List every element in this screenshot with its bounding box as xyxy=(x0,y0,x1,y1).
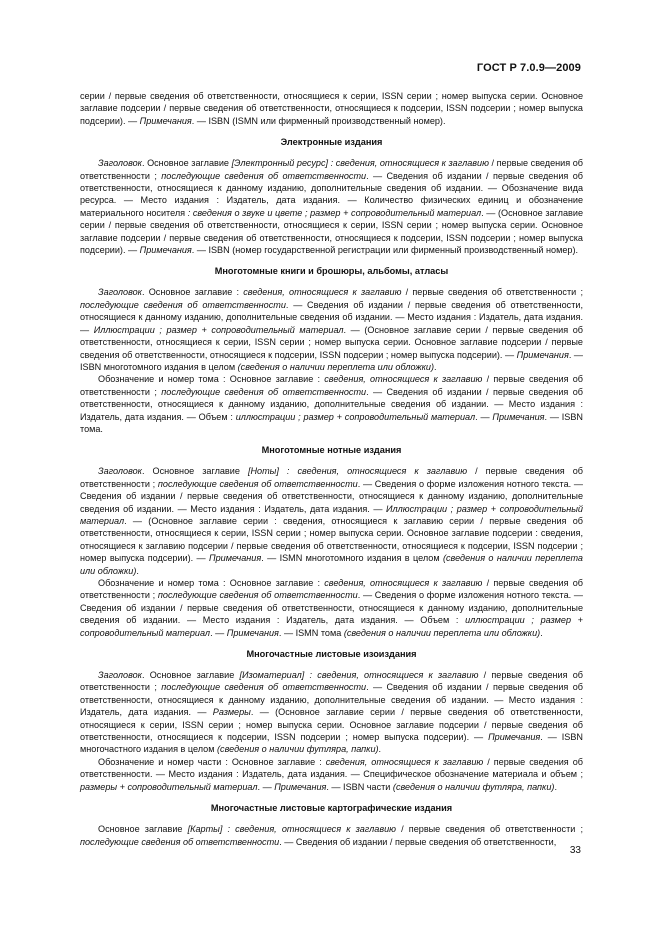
document-body xyxy=(80,90,583,848)
italic-text-run: сведения, относящиеся к заглавию xyxy=(325,756,484,767)
text-run: / первые сведения об ответственности ; xyxy=(80,374,583,397)
italic-text-run: сведения, относящиеся к заглавию xyxy=(324,374,483,385)
italic-text-run: Примечания xyxy=(516,349,569,360)
italic-text-run: (сведения о наличии переплета или обложки) xyxy=(237,361,435,372)
body-paragraph xyxy=(80,465,583,577)
text-run: . — Сведения об издании / первые сведения об ответственности, относящиеся к данному изданию, дополнительные сведения об издании. — Обозначение вида ресурса. — Место издания : Издатель, дата издания. — Количество физических единиц и обозначение материального носителя xyxy=(80,170,583,218)
text-run: . — Сведения об издании / первые сведения об ответственности, относящиеся к данному изданию, дополнительные сведения об издании. — Место издания : Издатель, дата издания. — xyxy=(80,299,583,335)
text-run: . Основное заглавие xyxy=(141,158,232,169)
italic-text-run: последующие сведения об ответственности xyxy=(161,682,367,693)
text-run: . — ISBN многочастного издания в целом xyxy=(80,732,583,755)
italic-text-run: Примечания xyxy=(492,411,545,422)
text-run: . xyxy=(136,565,139,576)
italic-text-run: последующие сведения об ответственности xyxy=(157,590,358,601)
body-paragraph xyxy=(80,756,583,793)
text-run: / первые сведения об ответственности ; xyxy=(396,824,583,835)
text-run: . Основное заглавие xyxy=(141,670,240,681)
italic-text-run: [Карты] : сведения, относящиеся к заглавию xyxy=(187,824,397,835)
italic-text-run: последующие сведения об ответственности xyxy=(80,299,286,310)
text-run: Обозначение и номер тома : Основное заглавие : xyxy=(98,374,325,385)
italic-text-run: Заголовок xyxy=(98,287,142,298)
text-run: . xyxy=(554,781,557,792)
intro-paragraph xyxy=(80,90,583,127)
text-run: Обозначение и номер тома : Основное заглавие : xyxy=(98,578,325,588)
italic-text-run: (сведения о наличии футляра, папки) xyxy=(217,744,379,755)
section-heading: Многочастные листовые картографические издания xyxy=(210,803,453,814)
text-run: / первые сведения об ответственности ; xyxy=(80,670,584,693)
italic-text-run: Примечания xyxy=(139,115,192,126)
body-paragraph xyxy=(80,577,583,639)
text-run: . xyxy=(540,627,543,638)
italic-text-run: (сведения о наличии футляра, папки) xyxy=(392,781,555,792)
italic-text-run: последующие сведения об ответственности xyxy=(80,836,280,847)
section-heading: Электронные издания xyxy=(280,137,383,148)
section-heading: Многочастные листовые изоиздания xyxy=(246,649,417,660)
text-run: . — ISBN (номер государственной регистрации или фирменный производственный номер). xyxy=(191,245,579,256)
text-run: . — Сведения о форме изложения нотного текста. — Сведения об издании / первые сведения об ответственности, относящиеся к данному изданию, дополнительные сведения об издании. — Место издания : Издатель, дата издания. — xyxy=(80,478,583,514)
text-run: . — ISMN тома xyxy=(278,627,344,638)
text-run: . — (Основное заглавие серии / первые сведения об ответственности, относящиеся к серии, ISSN серии ; номер выпуска серии. Основное заглавие подсерии / первые сведения об ответственности, относящиеся к подсерии, ISSN подсерии ; номер выпуска подсерии). — xyxy=(80,207,583,256)
body-paragraph xyxy=(80,823,583,848)
text-run: . — xyxy=(257,781,275,792)
italic-text-run: (сведения о наличии переплета или обложки) xyxy=(80,553,583,576)
section-heading: Многотомные нотные издания xyxy=(261,445,402,456)
text-run: . — (Основное заглавие серии / первые сведения об ответственности, относящиеся к серии, ISSN серии ; номер выпуска серии. Основное заглавие подсерии / первые сведения об ответственности, относящиеся к подсерии, ISSN подсерии ; номер выпуска подсерии). — xyxy=(80,324,583,360)
text-run: / первые сведения об ответственности ; xyxy=(401,287,583,298)
text-run: . xyxy=(434,361,437,372)
body-paragraph xyxy=(80,157,583,256)
section-heading: Многотомные книги и брошюры, альбомы, атласы xyxy=(214,266,449,277)
text-run: . — ISBN части xyxy=(326,781,393,792)
text-run: . — xyxy=(210,627,227,638)
text-run: . — ISBN тома. xyxy=(80,411,583,434)
italic-text-run: Заголовок xyxy=(98,158,142,169)
italic-text-run: Иллюстрации ; размер + сопроводительный материал xyxy=(93,324,344,335)
text-run: / первые сведения об ответственности ; xyxy=(80,158,584,181)
text-run: . — ISMN многотомного издания в целом xyxy=(261,553,443,564)
body-paragraph xyxy=(80,286,583,373)
text-run: . — Сведения об издании / первые сведения об ответственности, xyxy=(279,836,557,847)
text-run: . — ISBN (ISMN или фирменный производственный номер). xyxy=(191,115,446,126)
italic-text-run: сведения, относящиеся к заглавию xyxy=(324,578,483,588)
italic-text-run: Заголовок xyxy=(98,670,142,681)
text-run: . — (Основное заглавие серии : сведения, относящиеся к заглавию серии / первые сведения об ответственности, относящиеся к серии, ISSN серии ; номер выпуска серии. Основное заглавие подсерии : сведения, относящиеся к заглавию подсерии / первые сведения об ответственности, относящиеся к подсерии, ISSN подсерии ; номер выпуска подсерии). — xyxy=(80,515,583,564)
text-run: Основное заглавие xyxy=(98,824,188,835)
text-run: . — Сведения об издании / первые сведения об ответственности, относящиеся к данному изданию, дополнительные сведения об издании. — Место издания : Издатель, дата издания. — xyxy=(80,682,583,718)
italic-text-run: [Электронный ресурс] : сведения, относящиеся к заглавию xyxy=(231,158,489,169)
italic-text-run: Заголовок xyxy=(98,466,142,477)
italic-text-run: Примечания xyxy=(139,245,192,256)
italic-text-run: последующие сведения об ответственности xyxy=(157,478,358,489)
text-run: Обозначение и номер части : Основное заглавие : xyxy=(98,756,326,767)
italic-text-run: Примечания xyxy=(274,781,327,792)
italic-text-run: [Ноты] : сведения, относящиеся к заглавию xyxy=(247,466,468,477)
italic-text-run: [Изоматериал] : сведения, относящиеся к заглавию xyxy=(239,670,479,681)
italic-text-run: Примечания xyxy=(209,553,262,564)
text-run: / первые сведения об ответственности ; xyxy=(80,466,583,489)
page-number: 33 xyxy=(569,845,581,856)
italic-text-run: иллюстрации ; размер + сопроводительный материал xyxy=(80,615,583,638)
italic-text-run: последующие сведения об ответственности xyxy=(161,170,367,181)
text-run: . — (Основное заглавие серии / первые сведения об ответственности, относящиеся к серии, ISSN серии ; номер выпуска серии. Основное заглавие подсерии / первые сведения об ответственности, относящиеся к подсерии, ISSN подсерии ; номер выпуска подсерии). — xyxy=(80,707,583,743)
text-run: / первые сведения об ответственности. — Место издания : Издатель, дата издания. — Специфическое обозначение материала и объем ; xyxy=(80,756,583,780)
text-run: . xyxy=(378,744,382,755)
text-run: . — ISBN многотомного издания в целом xyxy=(80,349,583,372)
italic-text-run: сведения, относящиеся к заглавию xyxy=(243,287,402,298)
text-run: . — Сведения о форме изложения нотного текста. — Сведения об издании / первые сведения об ответственности, относящиеся к данному изданию, дополнительные сведения об издании. — Место издания : Издатель, дата издания. — Объем : xyxy=(80,590,583,626)
body-paragraph xyxy=(80,669,583,756)
italic-text-run: Примечания xyxy=(226,627,279,638)
text-run: серии / первые сведения об ответственности, относящиеся к серии, ISSN серии ; номер выпуска серии. Основное заглавие подсерии / первые сведения об ответственности, относящиеся к подсерии, ISSN подсерии ; номер выпуска подсерии). — xyxy=(80,91,583,126)
italic-text-run: (сведения о наличии переплета или обложки) xyxy=(343,627,541,638)
italic-text-run: Размеры xyxy=(212,707,251,718)
text-run: / первые сведения об ответственности ; xyxy=(80,578,583,601)
italic-text-run: последующие сведения об ответственности xyxy=(161,386,367,397)
body-paragraph xyxy=(80,373,583,435)
text-run: . — Сведения об издании / первые сведения об ответственности, относящиеся к данному изданию, дополнительные сведения об издании. — Место издания : Издатель, дата издания. — Объем : xyxy=(80,386,583,422)
text-run: . Основное заглавие : xyxy=(141,287,244,298)
standard-designation: ГОСТ Р 7.0.9—2009 xyxy=(476,62,581,74)
italic-text-run: Примечания xyxy=(488,732,541,743)
italic-text-run: иллюстрации ; размер + сопроводительный материал xyxy=(235,411,476,422)
italic-text-run: : сведения о звуке и цвете ; размер + сопроводительный материал xyxy=(187,207,482,218)
text-run: . — xyxy=(475,411,493,422)
italic-text-run: размеры + сопроводительный материал xyxy=(80,781,258,792)
italic-text-run: Иллюстрации ; размер + сопроводительный материал xyxy=(80,503,583,526)
text-run: . Основное заглавие xyxy=(141,466,248,477)
